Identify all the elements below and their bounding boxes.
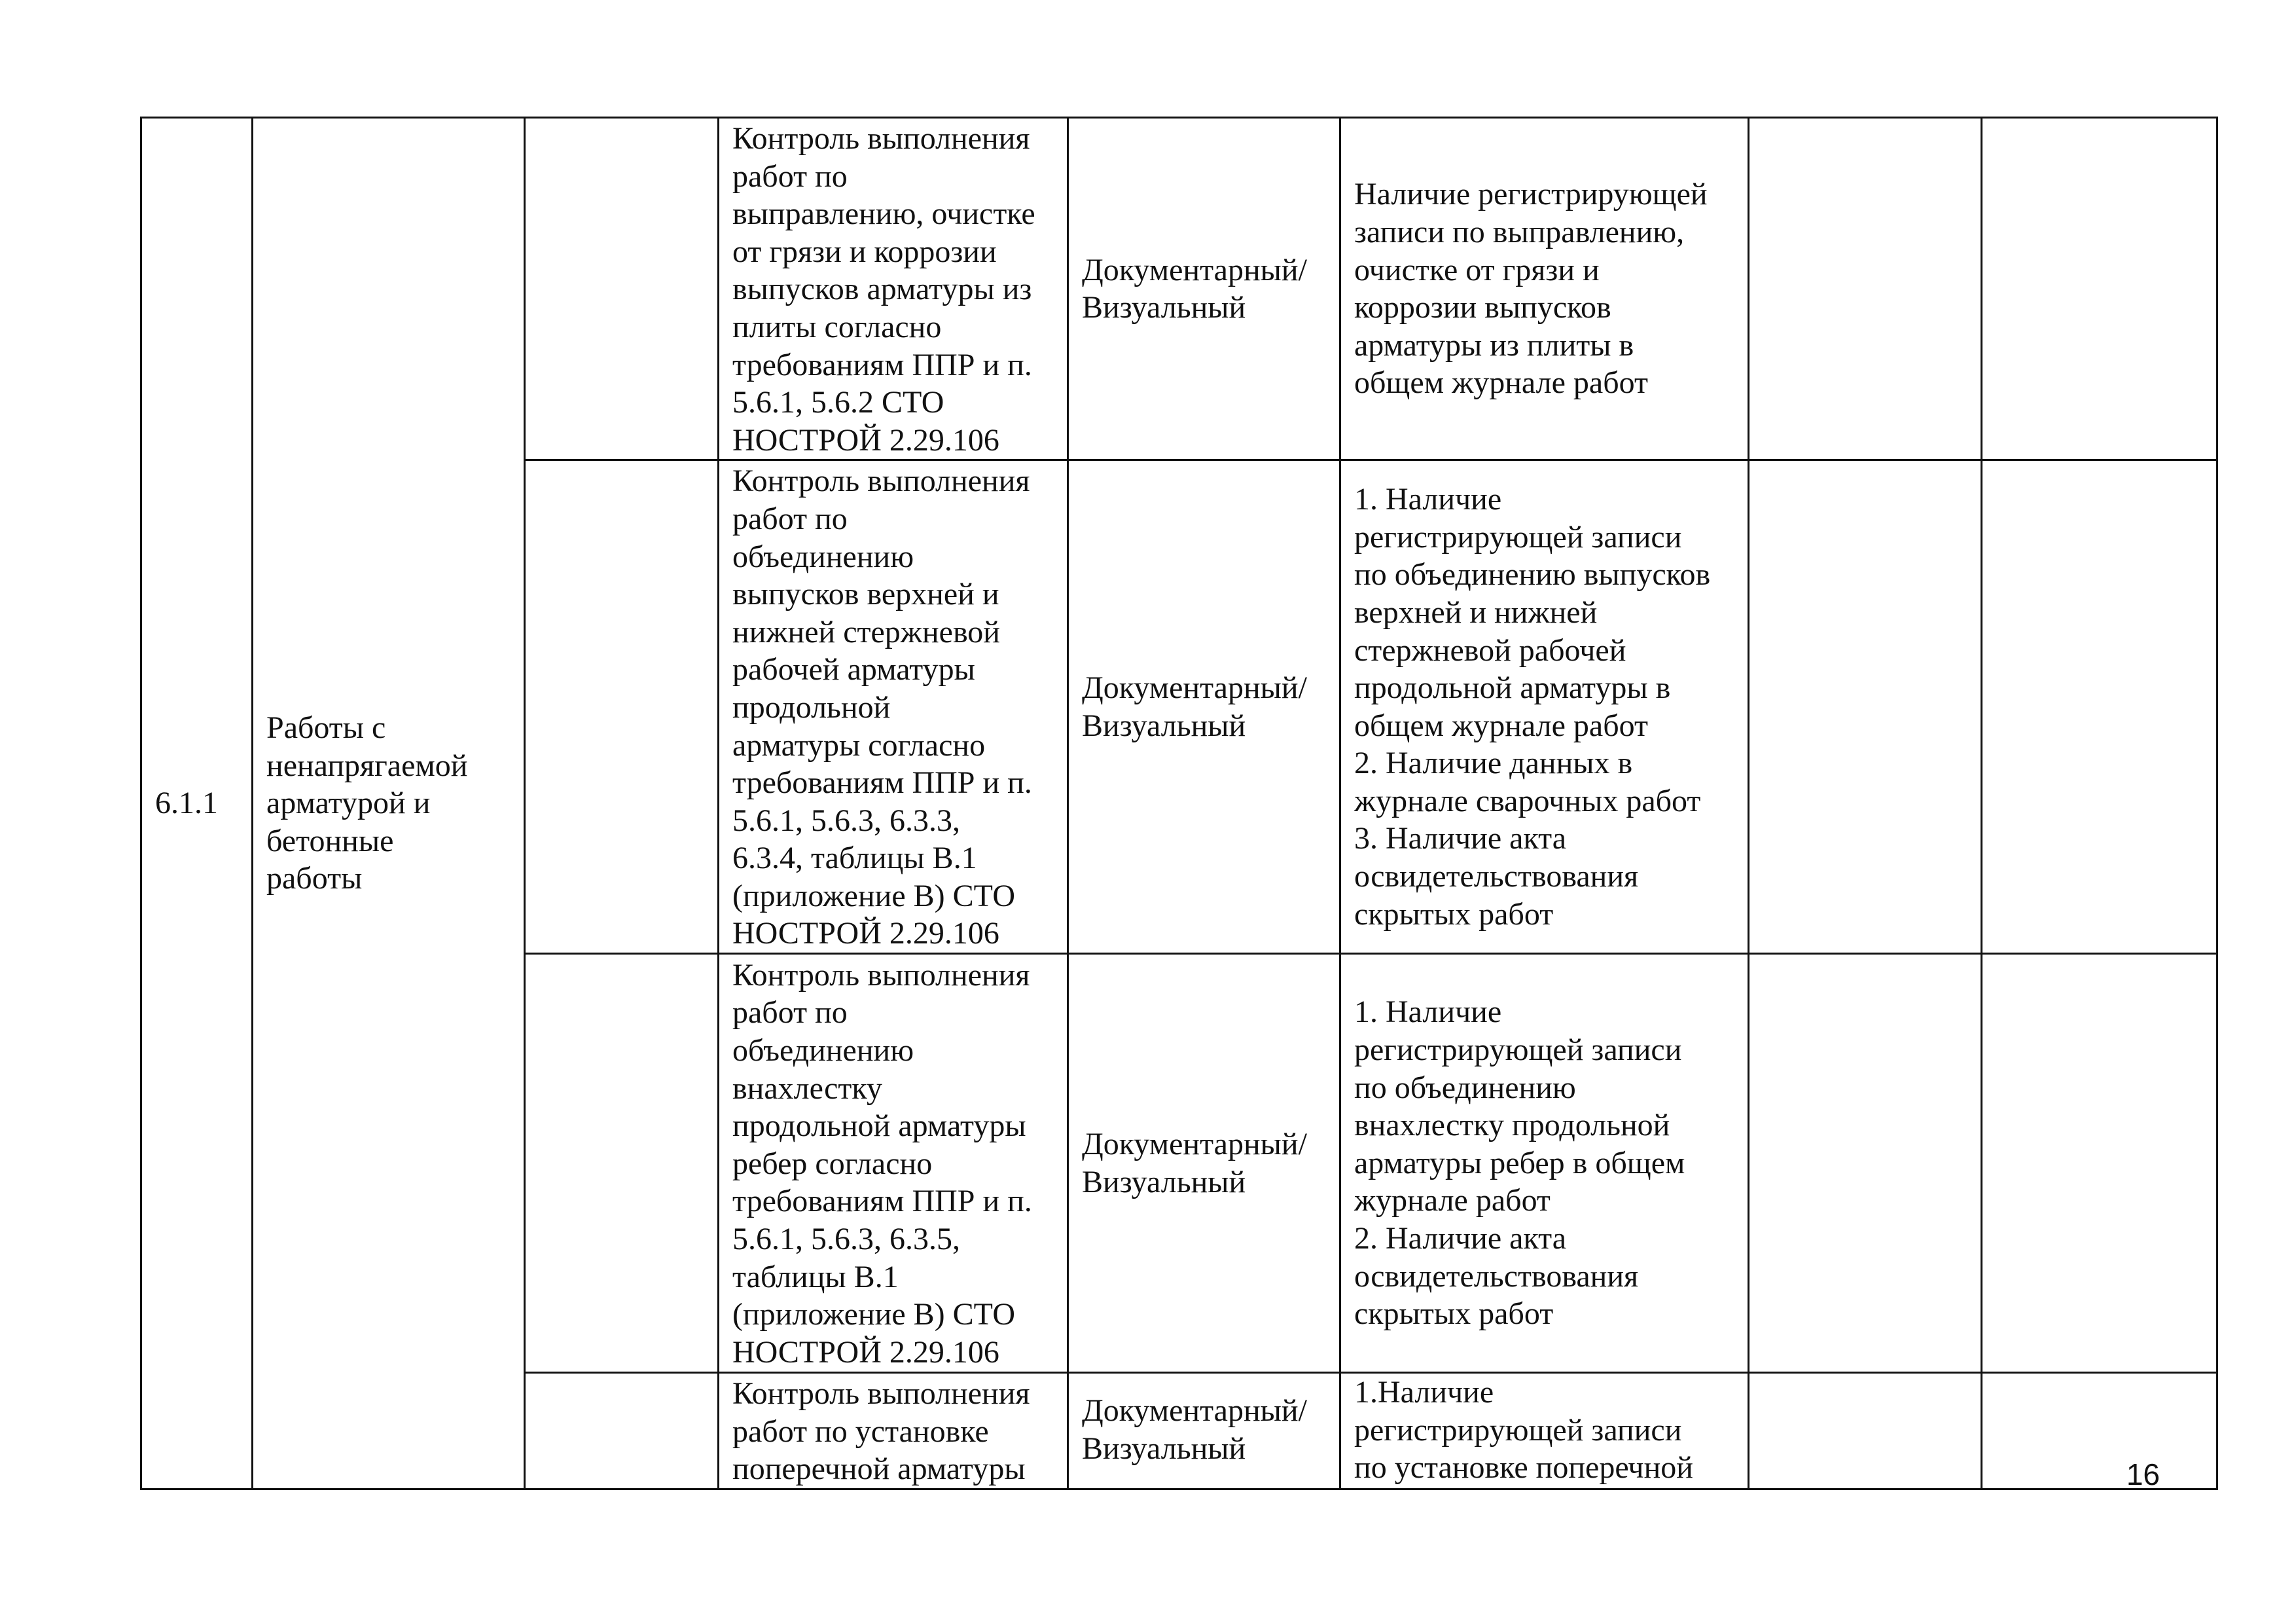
empty-cell [1982, 954, 2217, 1373]
empty-cell [1982, 460, 2217, 954]
control-work-cell: Контроль выполнения работ по объединению внахлестку продольной арматуры ребер согласно требованиям ППР и п. 5.6.1, 5.6.3, 6.3.5, таблицы В.1 (приложение В) СТО НОСТРОЙ 2.29.106 [719, 954, 1068, 1373]
stage-cell [525, 1373, 719, 1489]
empty-cell [1749, 118, 1982, 460]
empty-cell [1749, 460, 1982, 954]
section-number-cell: 6.1.1 [141, 118, 253, 1489]
control-method-cell: Документарный/ Визуальный [1068, 954, 1340, 1373]
control-work-cell: Контроль выполнения работ по установке поперечной арматуры [719, 1373, 1068, 1489]
control-result-cell: 1. Наличие регистрирующей записи по объединению выпусков верхней и нижней стержневой рабочей продольной арматуры в общем журнале работ 2. Наличие данных в журнале сварочных работ 3. Наличие акта освидетельствования скрытых работ [1340, 460, 1749, 954]
control-method-cell: Документарный/ Визуальный [1068, 460, 1340, 954]
stage-cell [525, 460, 719, 954]
empty-cell [1749, 954, 1982, 1373]
empty-cell [1749, 1373, 1982, 1489]
control-method-cell: Документарный/ Визуальный [1068, 1373, 1340, 1489]
table-row [141, 118, 2217, 460]
page-number: 16 [2126, 1457, 2160, 1491]
control-method-cell: Документарный/ Визуальный [1068, 118, 1340, 460]
control-result-cell: 1. Наличие регистрирующей записи по объединению внахлестку продольной арматуры ребер в общем журнале работ 2. Наличие акта освидетельствования скрытых работ [1340, 954, 1749, 1373]
control-result-cell: Наличие регистрирующей записи по выправлению, очистке от грязи и коррозии выпусков арматуры из плиты в общем журнале работ [1340, 118, 1749, 460]
control-work-cell: Контроль выполнения работ по объединению выпусков верхней и нижней стержневой рабочей арматуры продольной арматуры согласно требованиям ППР и п. 5.6.1, 5.6.3, 6.3.3, 6.3.4, таблицы В.1 (приложение В) СТО НОСТРОЙ 2.29.106 [719, 460, 1068, 954]
section-title-cell: Работы с ненапрягаемой арматурой и бетонные работы [253, 118, 525, 1489]
control-result-cell: 1.Наличие регистрирующей записи по установке поперечной [1340, 1373, 1749, 1489]
control-table [140, 117, 2218, 1490]
stage-cell [525, 954, 719, 1373]
stage-cell [525, 118, 719, 460]
empty-cell [1982, 118, 2217, 460]
control-work-cell: Контроль выполнения работ по выправлению, очистке от грязи и коррозии выпусков арматуры из плиты согласно требованиям ППР и п. 5.6.1, 5.6.2 СТО НОСТРОЙ 2.29.106 [719, 118, 1068, 460]
